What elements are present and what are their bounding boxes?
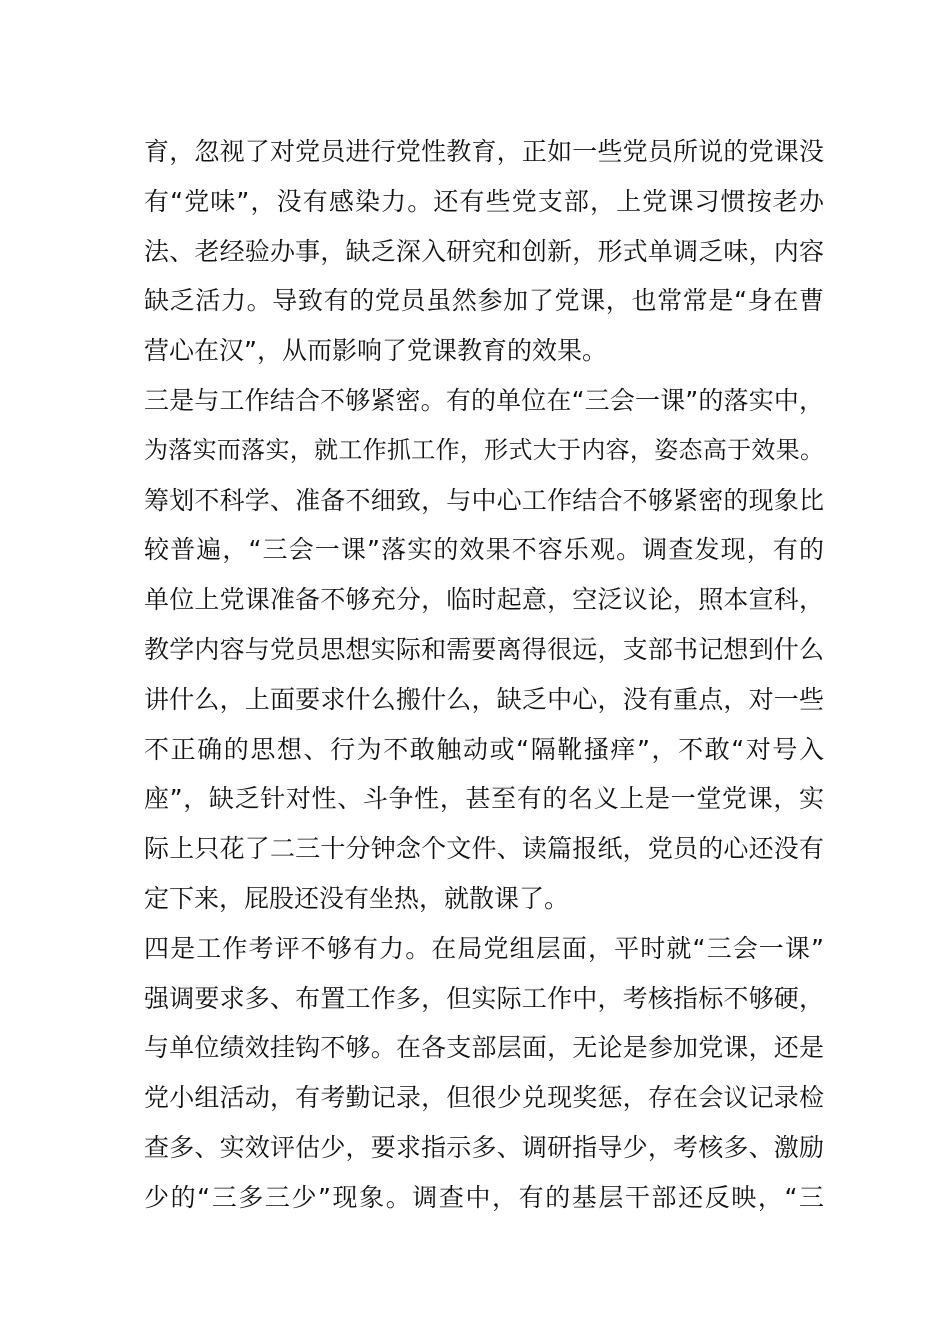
text-line: 党小组活动，有考勤记录，但很少兑现奖惩，存在会议记录检 xyxy=(144,1083,824,1113)
text-line: 为落实而落实，就工作抓工作，形式大于内容，姿态高于效果。 xyxy=(144,435,824,464)
text-line: 较普遍，“三会一课”落实的效果不容乐观。调查发现，有的 xyxy=(144,535,824,565)
text-line: 际上只花了二三十分钟念个文件、读篇报纸，党员的心还没有 xyxy=(144,834,824,864)
text-line: 法、老经验办事，缺乏深入研究和创新，形式单调乏味，内容 xyxy=(144,236,824,266)
text-line: 不正确的思想、行为不敢触动或“隔靴搔痒”，不敢“对号入 xyxy=(144,734,824,764)
body-text xyxy=(144,127,824,1223)
text-line: 座”，缺乏针对性、斗争性，甚至有的名义上是一堂党课，实 xyxy=(144,784,824,814)
text-line: 营心在汉”，从而影响了党课教育的效果。 xyxy=(144,336,607,366)
text-line: 有“党味”，没有感染力。还有些党支部，上党课习惯按老办 xyxy=(144,186,824,216)
text-line: 强调要求多、布置工作多，但实际工作中，考核指标不够硬， xyxy=(144,983,824,1013)
text-line: 讲什么，上面要求什么搬什么，缺乏中心，没有重点，对一些 xyxy=(144,684,824,714)
text-line: 筹划不科学、准备不细致，与中心工作结合不够紧密的现象比 xyxy=(144,485,824,515)
text-line: 四是工作考评不够有力。在局党组层面，平时就“三会一课” xyxy=(144,933,824,963)
text-line: 缺乏活力。导致有的党员虽然参加了党课，也常常是“身在曹 xyxy=(144,286,824,316)
text-line: 教学内容与党员思想实际和需要离得很远，支部书记想到什么 xyxy=(144,634,824,664)
text-line: 少的“三多三少”现象。调查中，有的基层干部还反映，“三 xyxy=(144,1182,824,1212)
text-line: 三是与工作结合不够紧密。有的单位在“三会一课”的落实中， xyxy=(144,385,824,415)
text-line: 定下来，屁股还没有坐热，就散课了。 xyxy=(144,883,570,913)
text-line: 与单位绩效挂钩不够。在各支部层面，无论是参加党课，还是 xyxy=(144,1033,824,1063)
text-line: 育，忽视了对党员进行党性教育，正如一些党员所说的党课没 xyxy=(144,137,824,166)
text-line: 单位上党课准备不够充分，临时起意，空泛议论，照本宣科， xyxy=(144,585,824,615)
text-line: 查多、实效评估少，要求指示多、调研指导少，考核多、激励 xyxy=(144,1132,824,1162)
